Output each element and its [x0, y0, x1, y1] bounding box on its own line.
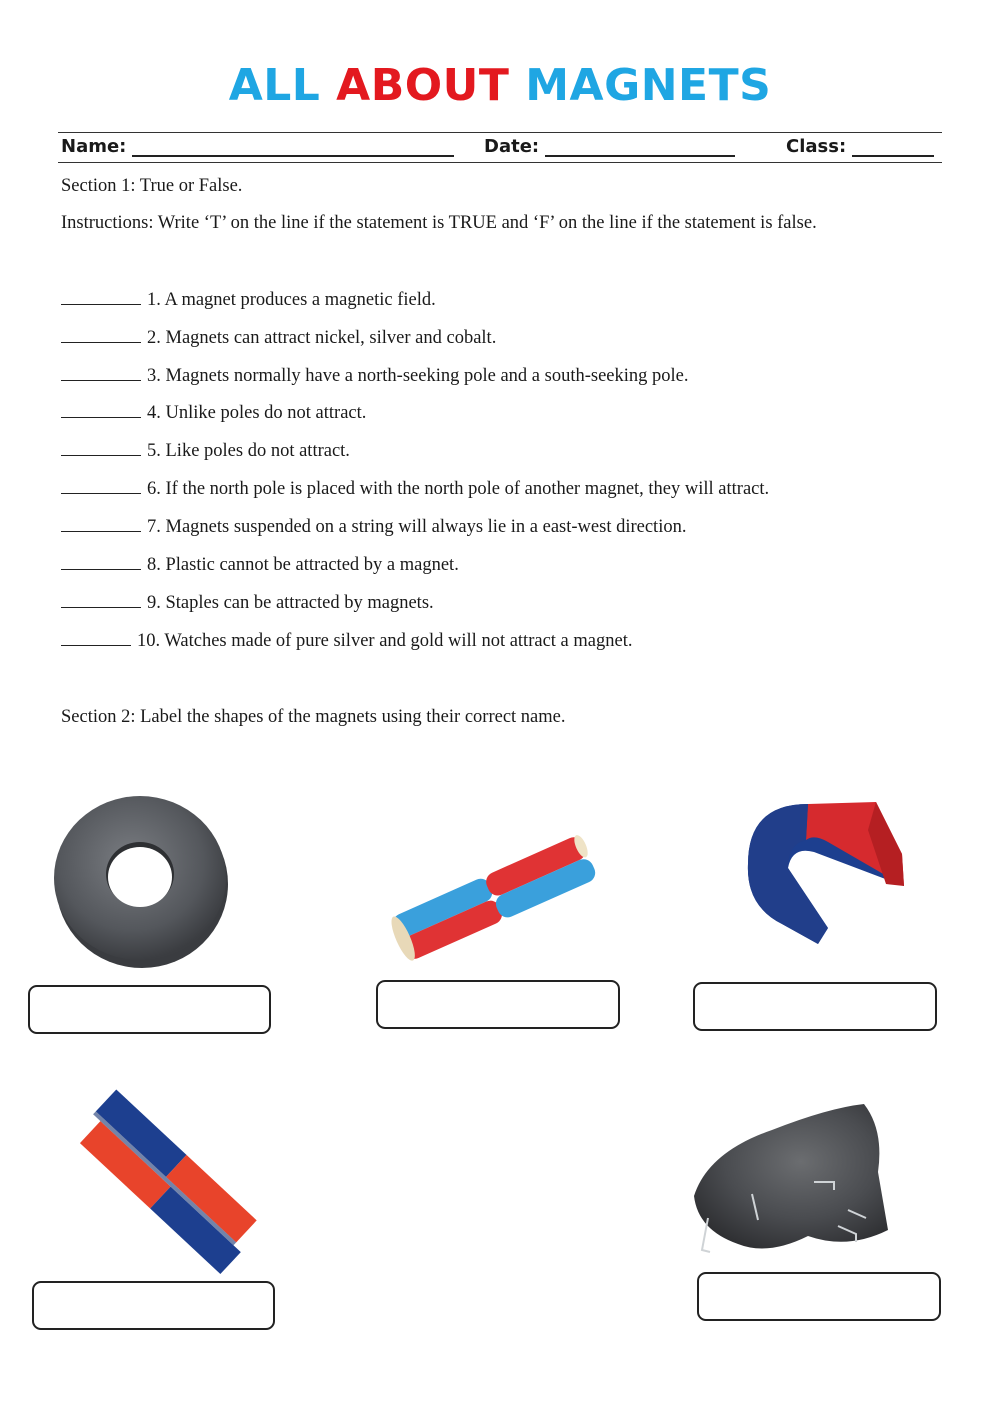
question-7: 7. Magnets suspended on a string will always lie in a east-west direction. [61, 517, 686, 538]
answer-blank-6[interactable] [61, 480, 141, 494]
label-box-rod-magnet[interactable] [376, 980, 620, 1029]
horseshoe-magnet-image [736, 794, 912, 948]
rod-magnets-image [380, 822, 606, 962]
answer-blank-4[interactable] [61, 404, 141, 418]
question-10: 10. Watches made of pure silver and gold will not attract a magnet. [61, 631, 632, 652]
title-word-magnets: MAGNETS [525, 60, 772, 111]
label-box-lodestone[interactable] [697, 1272, 941, 1321]
class-label: Class: [786, 136, 847, 157]
answer-blank-2[interactable] [61, 329, 141, 343]
date-line[interactable] [545, 141, 735, 157]
question-3: 3. Magnets normally have a north-seeking pole and a south-seeking pole. [61, 366, 689, 387]
answer-blank-3[interactable] [61, 367, 141, 381]
header-top-rule [58, 132, 942, 133]
ring-magnet-image [48, 782, 238, 976]
date-label: Date: [484, 136, 540, 157]
label-box-horseshoe-magnet[interactable] [693, 982, 937, 1031]
lodestone-image [688, 1100, 890, 1260]
answer-blank-5[interactable] [61, 442, 141, 456]
question-5: 5. Like poles do not attract. [61, 441, 350, 462]
question-9: 9. Staples can be attracted by magnets. [61, 593, 434, 614]
title-word-all: ALL [228, 60, 321, 111]
answer-blank-8[interactable] [61, 556, 141, 570]
answer-blank-1[interactable] [61, 291, 141, 305]
title-word-about: ABOUT [336, 60, 510, 111]
class-field[interactable] [786, 136, 934, 157]
section2-heading: Section 2: Label the shapes of the magnets using their correct name. [61, 707, 566, 727]
name-field[interactable] [61, 136, 454, 157]
answer-blank-10[interactable] [61, 632, 131, 646]
answer-blank-9[interactable] [61, 594, 141, 608]
header-bottom-rule [58, 162, 942, 163]
class-line[interactable] [852, 141, 934, 157]
question-8: 8. Plastic cannot be attracted by a magnet. [61, 555, 459, 576]
section1-instructions: Instructions: Write ‘T’ on the line if the statement is TRUE and ‘F’ on the line if the statement is false. [61, 213, 817, 233]
label-box-ring-magnet[interactable] [28, 985, 271, 1034]
question-4: 4. Unlike poles do not attract. [61, 403, 366, 424]
date-field[interactable] [484, 136, 735, 157]
name-line[interactable] [132, 141, 454, 157]
question-2: 2. Magnets can attract nickel, silver and cobalt. [61, 328, 496, 349]
name-label: Name: [61, 136, 127, 157]
worksheet-title [0, 60, 1000, 111]
answer-blank-7[interactable] [61, 518, 141, 532]
label-box-bar-magnet[interactable] [32, 1281, 275, 1330]
question-6: 6. If the north pole is placed with the north pole of another magnet, they will attract. [61, 479, 769, 500]
bar-magnets-image [58, 1086, 280, 1276]
question-1: 1. A magnet produces a magnetic field. [61, 290, 436, 311]
section1-heading: Section 1: True or False. [61, 176, 243, 196]
